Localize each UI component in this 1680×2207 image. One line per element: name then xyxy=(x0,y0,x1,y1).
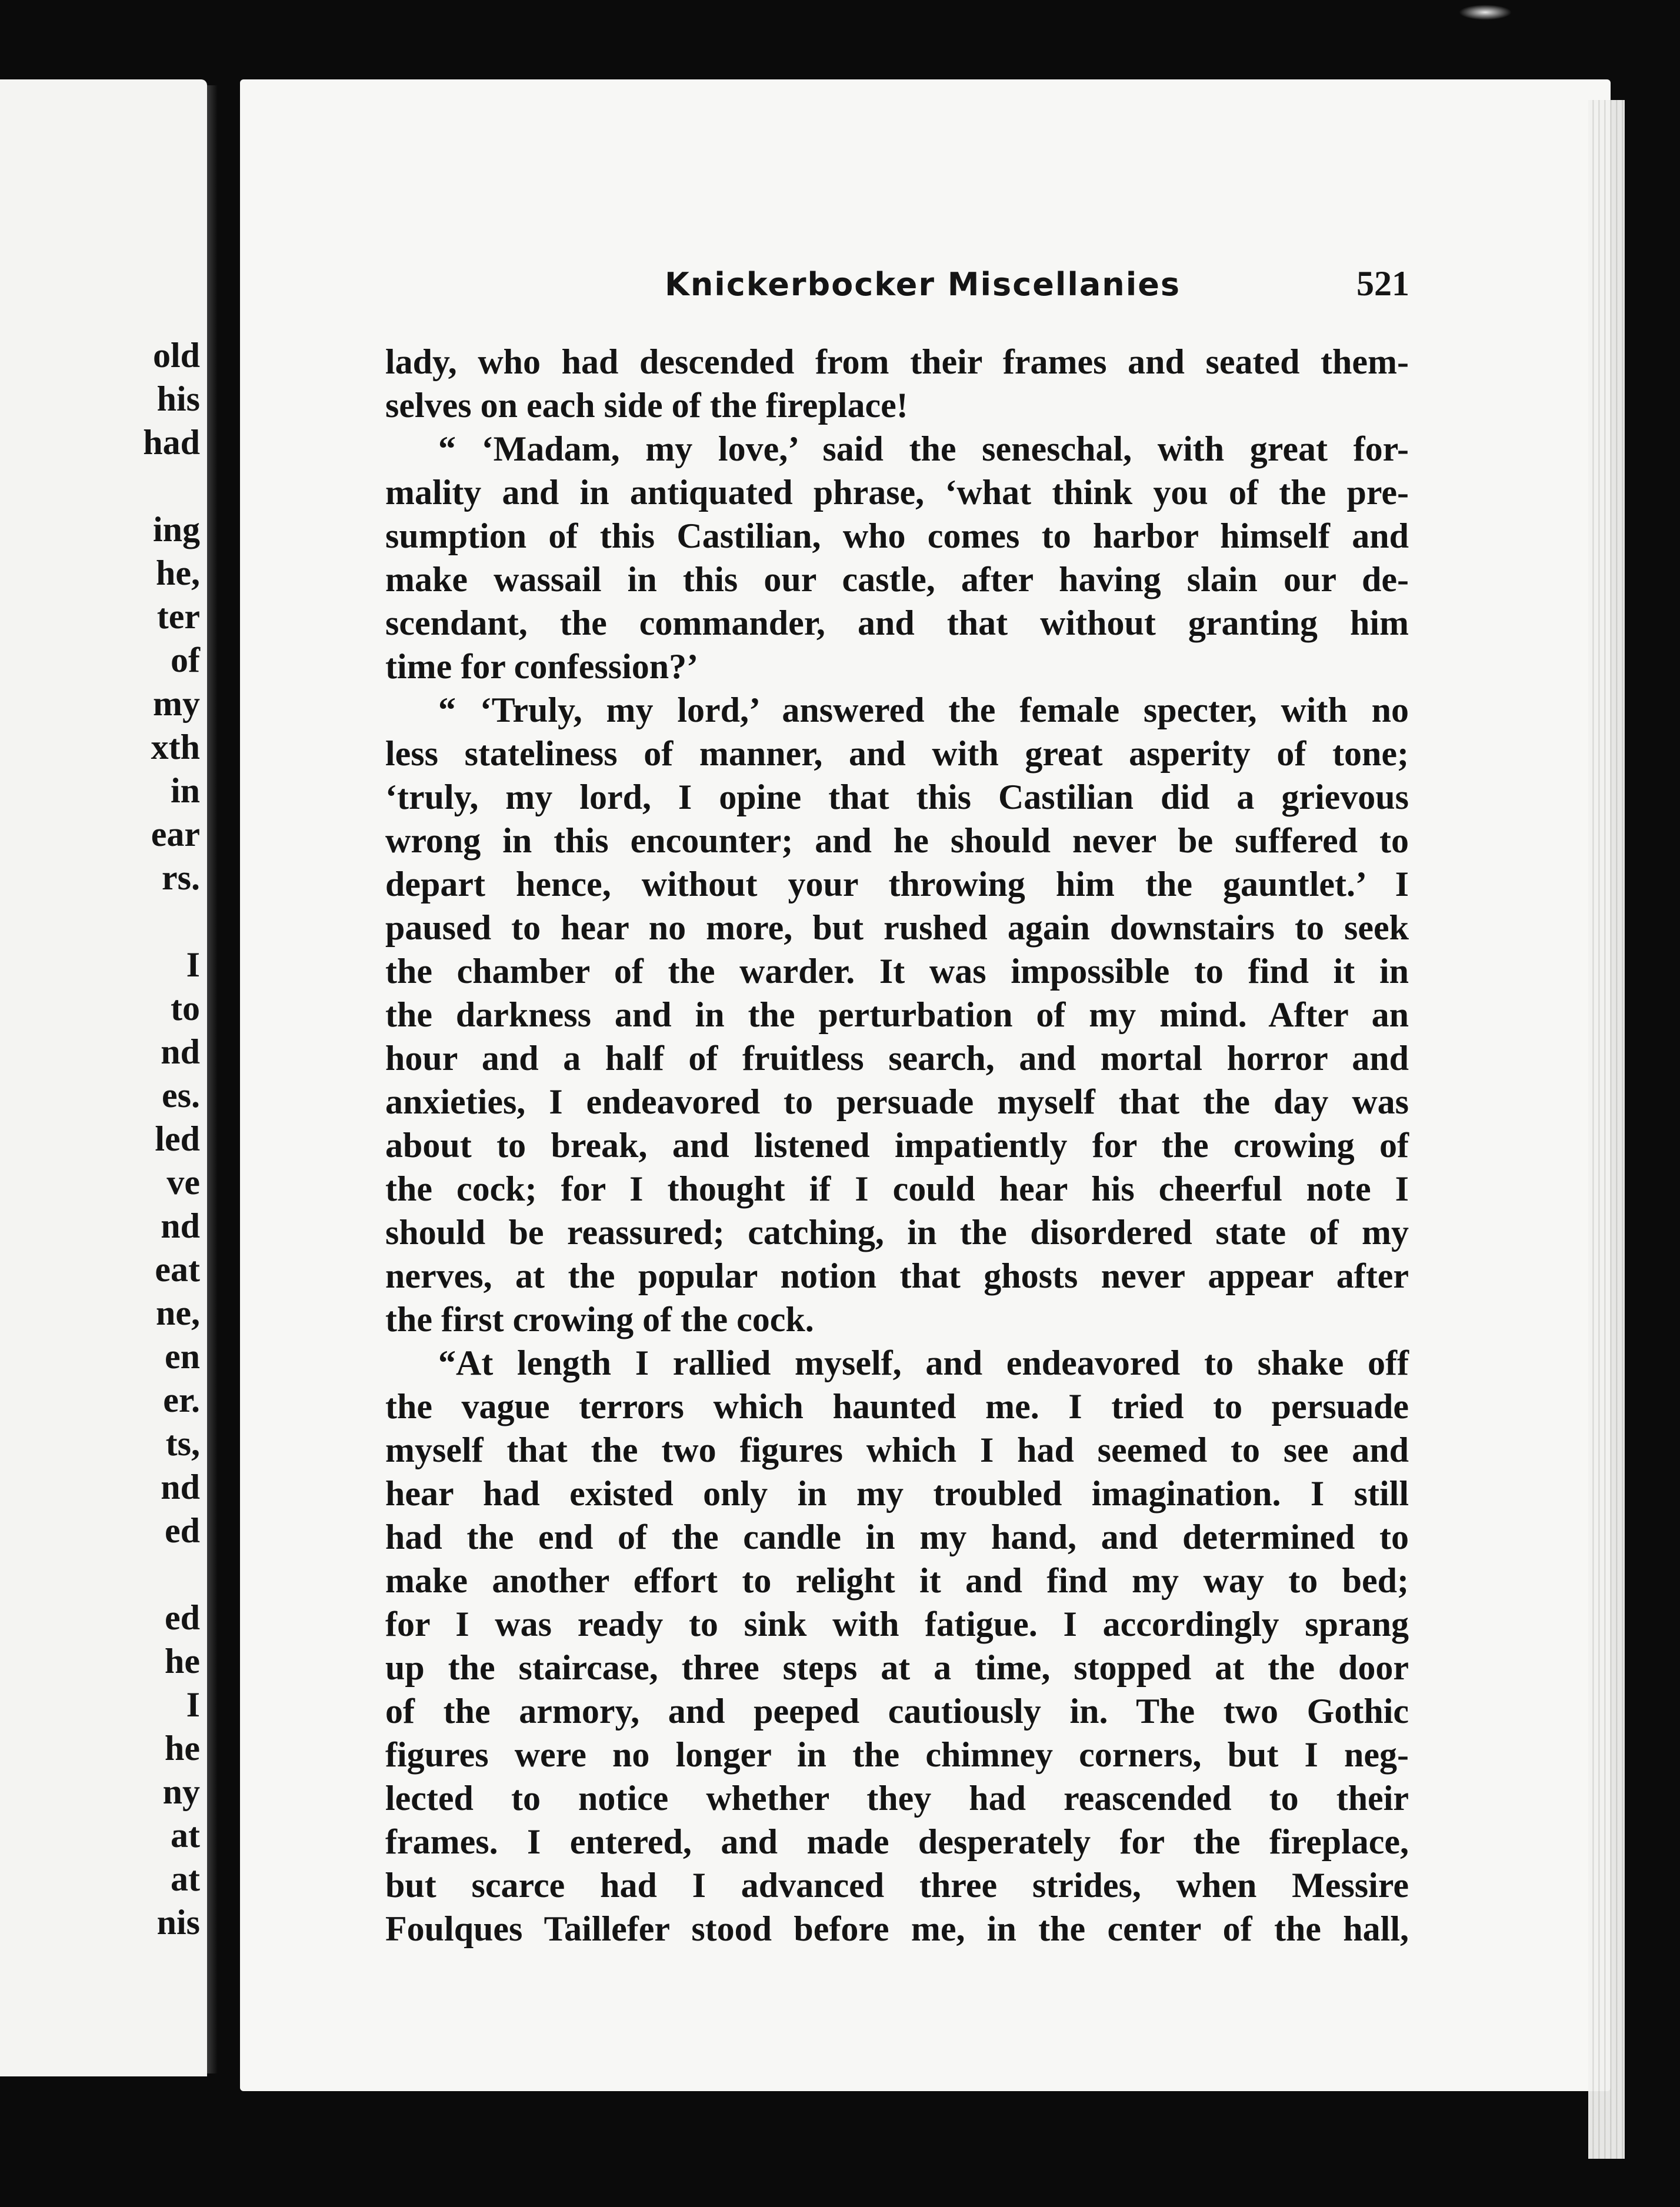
text-line: lected to notice whether they had reascended to their xyxy=(385,1779,1409,1818)
previous-page-fragment: ed xyxy=(165,1598,200,1637)
text-line: figures were no longer in the chimney corners, but I neg- xyxy=(385,1735,1409,1774)
text-line: ‘truly, my lord, I opine that this Castilian did a grievous xyxy=(385,778,1409,816)
scan-smudge xyxy=(1459,5,1512,20)
previous-page-fragment: rs. xyxy=(162,858,200,897)
previous-page-fragment: to xyxy=(171,989,200,1028)
previous-page-fragment: en xyxy=(165,1337,200,1376)
text-line: the first crowing of the cock. xyxy=(385,1300,814,1339)
previous-page-fragment: ts, xyxy=(165,1424,200,1463)
text-line: less stateliness of manner, and with great asperity of tone; xyxy=(385,734,1409,773)
text-line: the darkness and in the perturbation of my mind. After an xyxy=(385,995,1409,1034)
text-line: anxieties, I endeavored to persuade myself that the day was xyxy=(385,1082,1409,1121)
previous-page-text-fragments xyxy=(143,334,200,1944)
previous-page-fragment: nd xyxy=(161,1032,200,1071)
text-line: make wassail in this our castle, after having slain our de- xyxy=(385,560,1409,599)
text-line: hour and a half of fruitless search, and mortal horror and xyxy=(385,1039,1409,1078)
text-line: lady, who had descended from their frames and seated them- xyxy=(385,342,1409,381)
text-line: “ ‘Truly, my lord,’ answered the female specter, with no xyxy=(438,691,1409,729)
text-line: paused to hear no more, but rushed again downstairs to seek xyxy=(385,908,1409,947)
previous-page-fragment: of xyxy=(171,641,200,679)
previous-page-fragment: nd xyxy=(161,1468,200,1506)
text-line: selves on each side of the fireplace! xyxy=(385,386,908,425)
previous-page-fragment: ter xyxy=(156,597,200,636)
text-line: “At length I rallied myself, and endeavored to shake off xyxy=(438,1343,1409,1382)
text-line: scendant, the commander, and that without granting him xyxy=(385,604,1409,642)
previous-page-fragment: I xyxy=(186,1685,200,1724)
previous-page-fragment: my xyxy=(153,684,200,723)
previous-page-fragment: old xyxy=(152,336,200,375)
previous-page-fragment: led xyxy=(155,1119,200,1158)
page-number: 521 xyxy=(1356,264,1409,303)
previous-page-gap xyxy=(143,899,200,943)
previous-page-fragment: I xyxy=(186,945,200,984)
text-line: frames. I entered, and made desperately for the fireplace, xyxy=(385,1822,1409,1861)
text-line: should be reassured; catching, in the disordered state of my xyxy=(385,1213,1409,1252)
text-line: mality and in antiquated phrase, ‘what think you of the pre- xyxy=(385,473,1409,512)
previous-page-fragment: in xyxy=(170,771,200,810)
previous-page-fragment: ear xyxy=(151,815,200,854)
page-edges xyxy=(1588,100,1625,2159)
text-line: about to break, and listened impatiently for the crowing of xyxy=(385,1126,1409,1165)
previous-page-fragment: er. xyxy=(163,1381,200,1419)
previous-page-fragment: nd xyxy=(161,1206,200,1245)
previous-page-fragment: nis xyxy=(156,1903,200,1942)
previous-page-fragment: xth xyxy=(151,728,200,766)
previous-page-fragment: ed xyxy=(165,1511,200,1550)
text-line: the vague terrors which haunted me. I tried to persuade xyxy=(385,1387,1409,1426)
text-line: nerves, at the popular notion that ghosts never appear after xyxy=(385,1256,1409,1295)
text-line: the cock; for I thought if I could hear his cheerful note I xyxy=(385,1169,1409,1208)
previous-page-fragment: at xyxy=(171,1859,200,1898)
running-head: Knickerbocker Miscellanies xyxy=(665,266,1181,303)
text-line: the chamber of the warder. It was impossible to find it in xyxy=(385,952,1409,991)
previous-page-fragment: eat xyxy=(155,1250,200,1289)
text-line: but scarce had I advanced three strides, when Messire xyxy=(385,1866,1409,1905)
text-line: up the staircase, three steps at a time, stopped at the door xyxy=(385,1648,1409,1687)
previous-page-fragment: at xyxy=(171,1816,200,1855)
previous-page-fragment: ny xyxy=(162,1772,200,1811)
previous-page-fragment: had xyxy=(143,423,200,462)
previous-page-gap xyxy=(143,1552,200,1596)
text-line: of the armory, and peeped cautiously in. The two Gothic xyxy=(385,1692,1409,1731)
text-line: myself that the two figures which I had seemed to see and xyxy=(385,1431,1409,1469)
text-line: Foulques Taillefer stood before me, in the center of the hall, xyxy=(385,1909,1409,1948)
book-gutter xyxy=(207,85,218,2073)
previous-page-gap xyxy=(143,464,200,508)
previous-page-fragment: ne, xyxy=(156,1293,200,1332)
text-line: for I was ready to sink with fatigue. I accordingly sprang xyxy=(385,1605,1409,1643)
text-line: had the end of the candle in my hand, and determined to xyxy=(385,1518,1409,1556)
text-line: wrong in this encounter; and he should never be suffered to xyxy=(385,821,1409,860)
previous-page-fragment: he xyxy=(165,1642,200,1681)
page-body-text xyxy=(385,340,1409,1951)
text-line: make another effort to relight it and find my way to bed; xyxy=(385,1561,1409,1600)
previous-page-fragment: ve xyxy=(166,1163,200,1202)
text-line: depart hence, without your throwing him the gauntlet.’ I xyxy=(385,865,1409,904)
text-line: hear had existed only in my troubled imagination. I still xyxy=(385,1474,1409,1513)
text-line: time for confession?’ xyxy=(385,647,699,686)
previous-page-fragment: he, xyxy=(156,554,200,592)
text-line: sumption of this Castilian, who comes to harbor himself and xyxy=(385,516,1409,555)
previous-page-fragment: his xyxy=(156,379,200,418)
previous-page-fragment: ing xyxy=(152,510,200,549)
text-line: “ ‘Madam, my love,’ said the seneschal, with great for- xyxy=(438,429,1409,468)
previous-page-fragment: es. xyxy=(162,1076,200,1115)
previous-page xyxy=(0,79,207,2076)
previous-page-fragment: he xyxy=(165,1729,200,1768)
